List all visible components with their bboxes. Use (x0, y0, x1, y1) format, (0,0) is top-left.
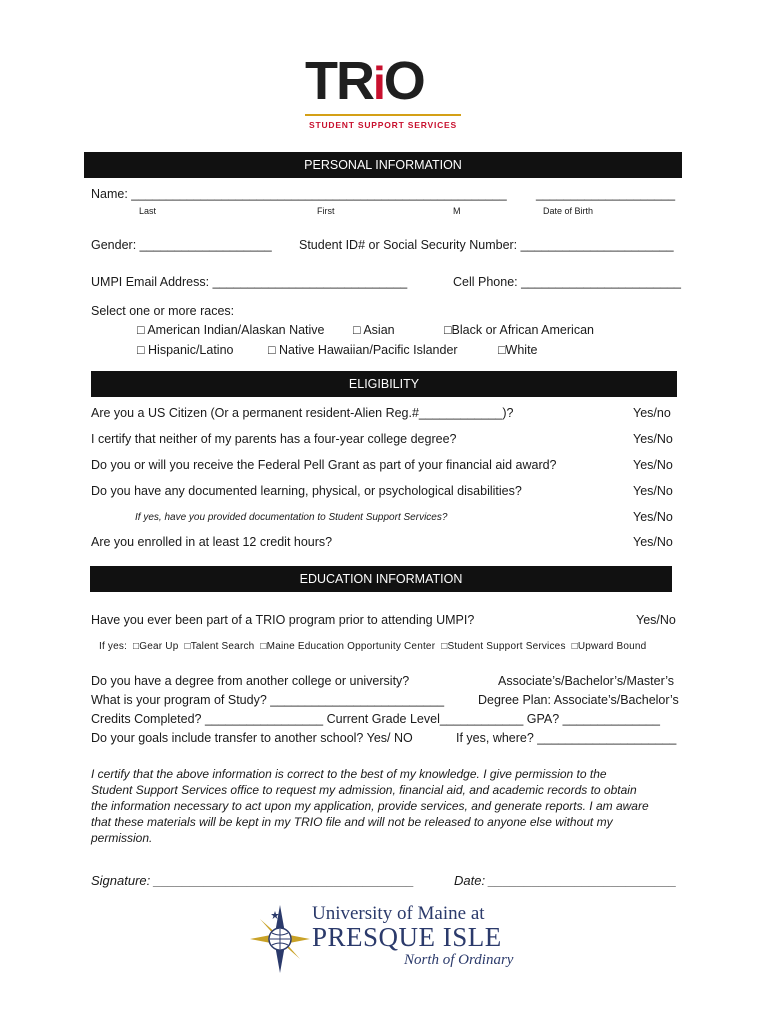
program-checkbox-meoc[interactable]: □Maine Education Opportunity Center (260, 641, 436, 652)
degree-plan-field[interactable]: Degree Plan: Associate’s/Bachelor’s (478, 693, 679, 707)
program-checkbox-sss[interactable]: □Student Support Services (441, 641, 566, 652)
eligibility-question: Are you a US Citizen (Or a permanent resident-Alien Reg.#____________)? (91, 406, 514, 420)
trio-letter-o: O (383, 51, 424, 111)
trio-tagline: STUDENT SUPPORT SERVICES (309, 120, 457, 130)
dob-sub-label: Date of Birth (543, 206, 594, 216)
umpi-line-1: University of Maine at (312, 903, 485, 924)
dob-field[interactable]: ____________________ (536, 187, 676, 201)
eligibility-question: Do you have any documented learning, physical, or psychological disabilities? (91, 484, 522, 498)
races-label: Select one or more races: (91, 304, 235, 318)
trio-logo (305, 52, 465, 134)
trio-underline (305, 114, 461, 116)
student-id-field[interactable]: Student ID# or Social Security Number: ______________________ (299, 238, 674, 252)
credits-grade-gpa-field[interactable]: Credits Completed? _________________ Current Grade Level____________ GPA? ______________ (91, 712, 660, 726)
if-yes-label: If yes: (99, 641, 128, 652)
race-checkbox-asian[interactable]: □ Asian (353, 323, 395, 337)
gender-field[interactable]: Gender: ___________________ (91, 238, 272, 252)
eligibility-answer[interactable]: Yes/No (633, 535, 673, 549)
certification-line: permission. (91, 831, 153, 845)
eligibility-answer[interactable]: Yes/No (633, 510, 673, 524)
eligibility-header: ELIGIBILITY (91, 371, 677, 397)
name-sub-m: M (453, 206, 461, 216)
name-sub-first: First (317, 206, 335, 216)
degree-answer[interactable]: Associate’s/Bachelor’s/Master’s (498, 674, 675, 688)
program-of-study-field[interactable]: What is your program of Study? _________________________ (91, 693, 445, 707)
program-checkbox-gear-up[interactable]: □Gear Up (133, 641, 179, 652)
certification-line: Student Support Services office to request my admission, financial aid, and academic records to obtain (91, 783, 637, 797)
trio-program-answer[interactable]: Yes/No (636, 613, 676, 627)
email-field[interactable]: UMPI Email Address: ____________________________ (91, 275, 408, 289)
transfer-question[interactable]: Do your goals include transfer to another school? Yes/ NO (91, 731, 413, 745)
race-checkbox-hispanic[interactable]: □ Hispanic/Latino (137, 343, 234, 357)
eligibility-question: I certify that neither of my parents has a four-year college degree? (91, 432, 457, 446)
degree-question: Do you have a degree from another college or university? (91, 674, 410, 688)
eligibility-question: Are you enrolled in at least 12 credit hours? (91, 535, 333, 549)
race-checkbox-native-hawaiian[interactable]: □ Native Hawaiian/Pacific Islander (268, 343, 458, 357)
trio-wordmark (305, 52, 424, 112)
signature-field[interactable]: Signature: ____________________________________ (91, 873, 415, 888)
program-checkbox-upward-bound[interactable]: □Upward Bound (571, 641, 647, 652)
umpi-line-2: PRESQUE ISLE (312, 922, 502, 952)
transfer-where-field[interactable]: If yes, where? ____________________ (456, 731, 677, 745)
compass-star-icon (248, 903, 312, 975)
cell-phone-field[interactable]: Cell Phone: _______________________ (453, 275, 681, 289)
trio-program-question: Have you ever been part of a TRIO program prior to attending UMPI? (91, 613, 475, 627)
eligibility-question: If yes, have you provided documentation to Student Support Services? (135, 512, 448, 523)
date-field[interactable]: Date: __________________________ (454, 873, 677, 888)
personal-info-header: PERSONAL INFORMATION (84, 152, 682, 178)
umpi-line-3: North of Ordinary (404, 952, 514, 968)
name-sub-last: Last (139, 206, 157, 216)
eligibility-answer[interactable]: Yes/No (633, 458, 673, 472)
umpi-logo (248, 903, 523, 975)
trio-letter-i: i (373, 57, 384, 109)
if-yes-programs (99, 641, 646, 652)
certification-line: the information necessary to act upon my application, provide services, and generate reports. I am aware (91, 799, 649, 813)
eligibility-question: Do you or will you receive the Federal Pell Grant as part of your financial aid award? (91, 458, 557, 472)
certification-line: I certify that the above information is correct to the best of my knowledge. I give permission to the (91, 767, 607, 781)
race-checkbox-black[interactable]: □Black or African American (444, 323, 594, 337)
eligibility-answer[interactable]: Yes/No (633, 432, 673, 446)
trio-letter-r: R (336, 51, 373, 111)
race-checkbox-white[interactable]: □White (498, 343, 538, 357)
eligibility-answer[interactable]: Yes/no (633, 406, 671, 420)
program-checkbox-talent-search[interactable]: □Talent Search (184, 641, 255, 652)
certification-statement (91, 766, 679, 846)
education-info-header: EDUCATION INFORMATION (90, 566, 672, 592)
certification-line: that these materials will be kept in my TRIO file and will not be released to anyone else without my (91, 815, 613, 829)
name-field[interactable]: Name: ______________________________________________________ (91, 187, 507, 201)
race-checkbox-american-indian[interactable]: □ American Indian/Alaskan Native (137, 323, 325, 337)
trio-letter-t: T (305, 51, 336, 111)
eligibility-answer[interactable]: Yes/No (633, 484, 673, 498)
